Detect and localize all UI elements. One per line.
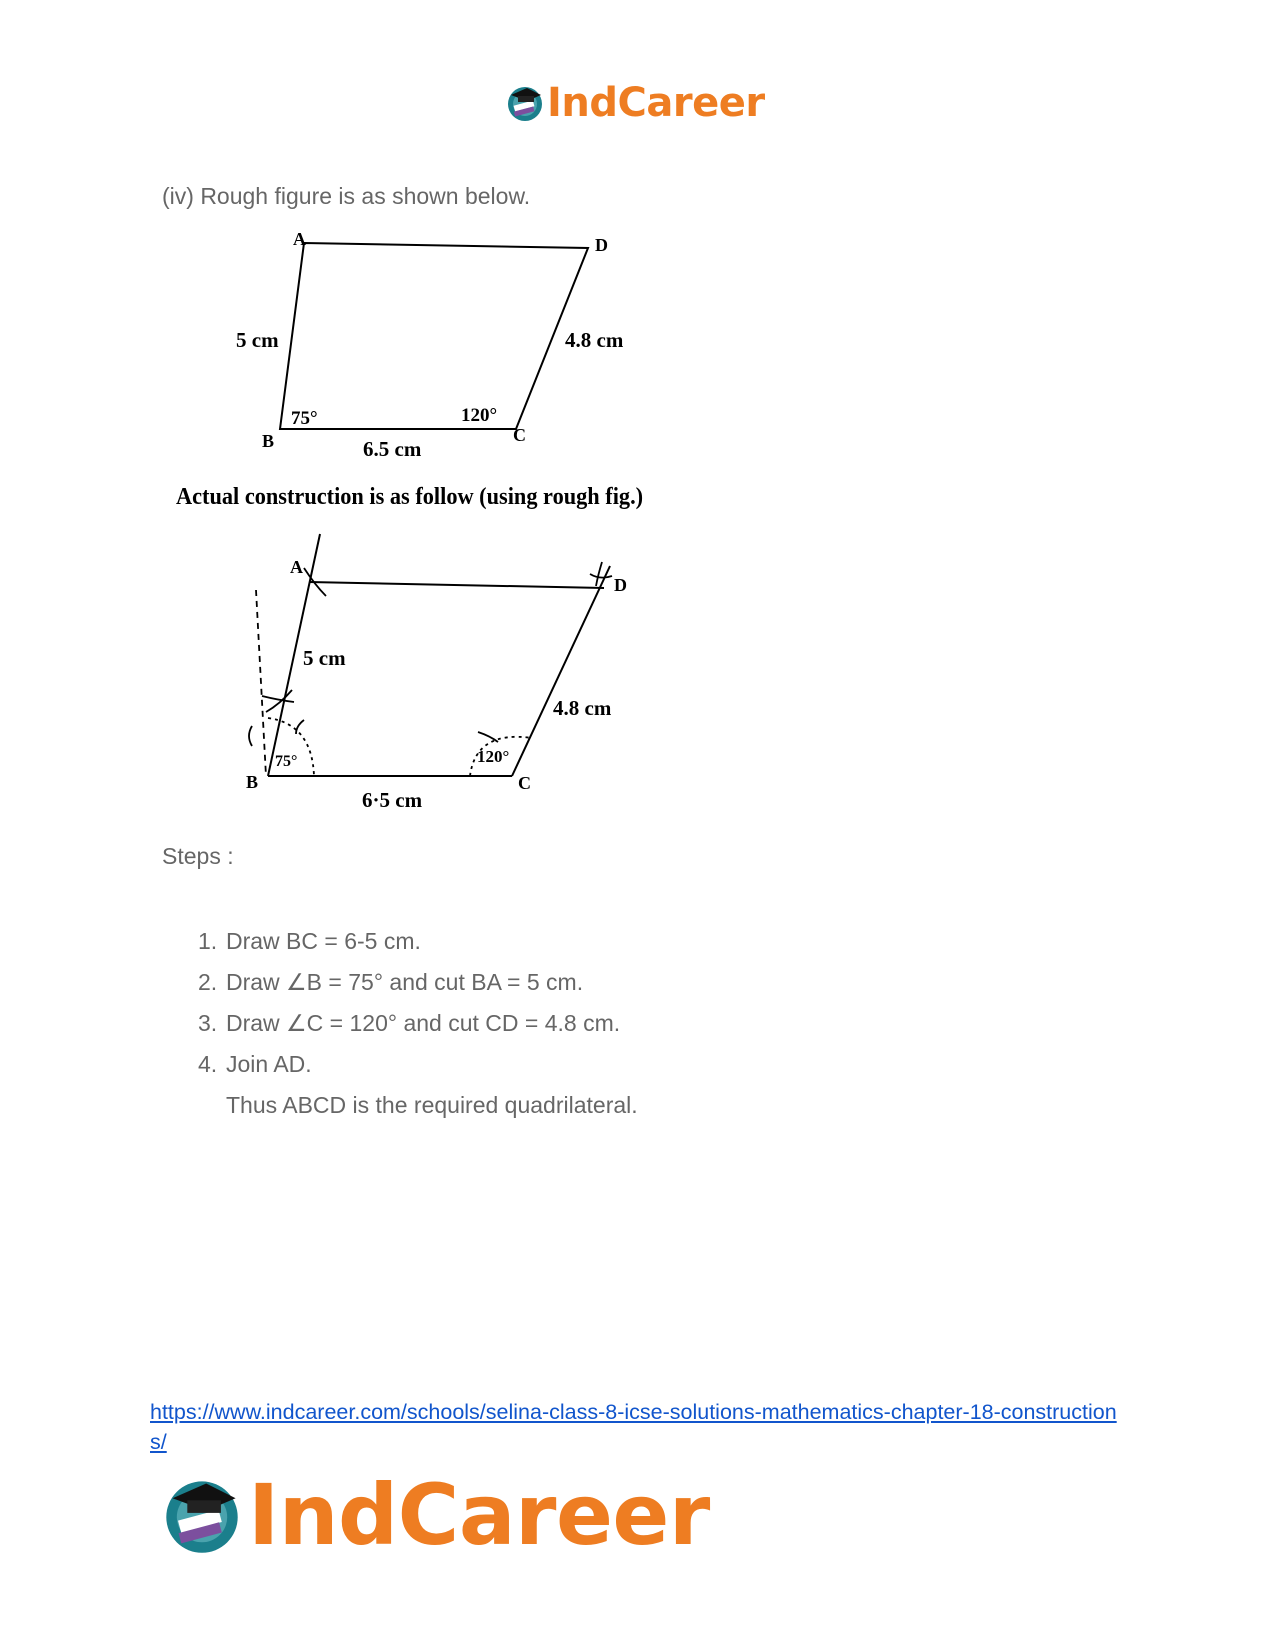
footer-logo-text: IndCareer: [248, 1466, 710, 1564]
rough-label-angle-c: 120°: [461, 405, 498, 426]
rough-label-ab: 5 cm: [236, 328, 279, 352]
header-logo: [505, 78, 765, 128]
rough-label-b: B: [262, 431, 275, 451]
rough-label-angle-b: 75°: [291, 408, 318, 429]
construction-label-cd: 4.8 cm: [553, 696, 612, 720]
construction-title: Actual construction is as follow (using rough fig.): [176, 484, 644, 510]
step-item: 2. Draw ∠B = 75° and cut BA = 5 cm.: [198, 969, 584, 995]
rough-label-cd: 4.8 cm: [565, 328, 624, 352]
header-logo-text: IndCareer: [547, 80, 765, 126]
construction-label-d: D: [614, 575, 627, 595]
construction-label-angle-c: 120°: [477, 747, 510, 766]
graduation-cap-globe-icon: [505, 83, 545, 123]
footer-logo: [160, 1466, 710, 1564]
conclusion-text: Thus ABCD is the required quadrilateral.: [226, 1092, 638, 1118]
construction-label-ab: 5 cm: [303, 646, 346, 670]
rough-quadrilateral: [280, 243, 588, 429]
graduation-cap-globe-icon: [160, 1473, 244, 1557]
construction-label-b: B: [246, 772, 259, 792]
step-item: 3. Draw ∠C = 120° and cut CD = 4.8 cm.: [198, 1010, 621, 1036]
construction-label-a: A: [290, 557, 303, 577]
source-link[interactable]: https://www.indcareer.com/schools/selina-class-8-icse-solutions-mathematics-chapter-18-constructions/: [150, 1400, 1117, 1454]
construction-label-angle-b: 75°: [275, 753, 298, 770]
rough-label-d: D: [595, 235, 608, 255]
step-item: 1. Draw BC = 6-5 cm.: [198, 928, 421, 954]
rough-label-bc: 6.5 cm: [363, 437, 422, 461]
construction-arcs: [249, 562, 612, 776]
construction-label-bc: 6·5 cm: [362, 788, 423, 812]
steps-list: [198, 921, 620, 1085]
steps-title: Steps :: [162, 843, 234, 869]
rough-label-c: C: [513, 425, 526, 445]
construction-lines: [268, 534, 610, 776]
construction-label-c: C: [518, 773, 531, 793]
rough-label-a: A: [293, 229, 306, 249]
step-item: 4. Join AD.: [198, 1051, 312, 1077]
rough-figure-caption: (iv) Rough figure is as shown below.: [162, 183, 531, 209]
